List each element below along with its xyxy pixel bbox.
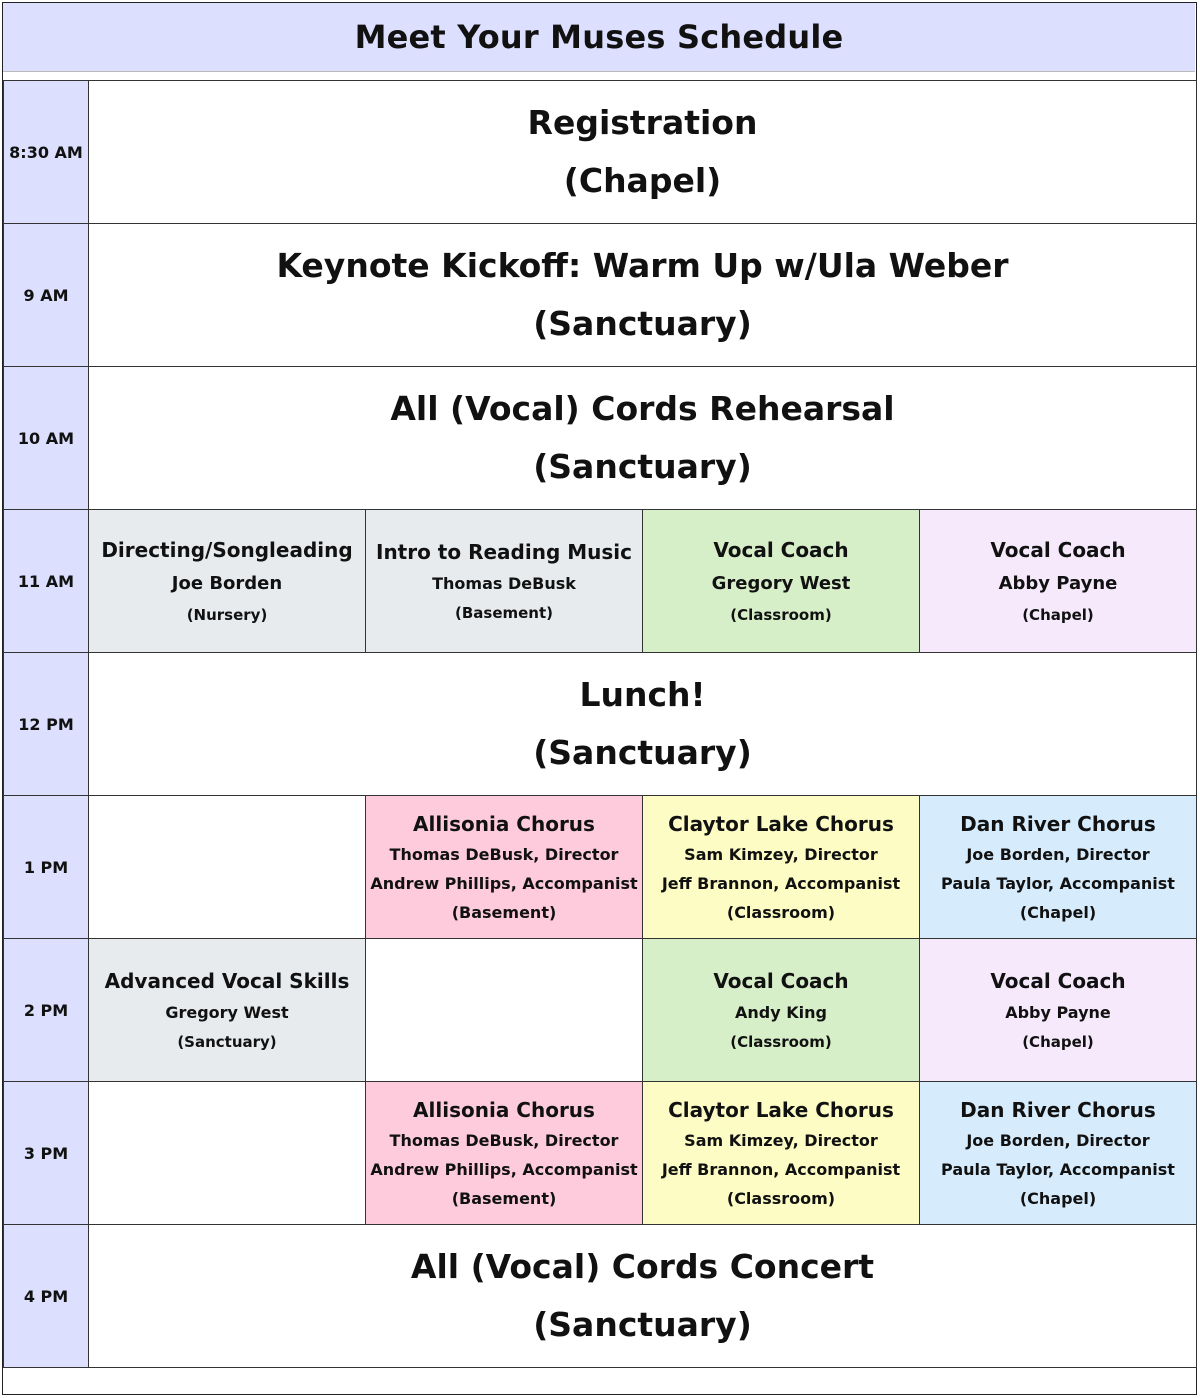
event-name: All (Vocal) Cords Rehearsal [390, 389, 895, 428]
session-vocal-coach-payne [920, 510, 1197, 653]
chorus-room: (Chapel) [1019, 902, 1097, 922]
time-label: 2 PM [4, 939, 89, 1082]
schedule-table [3, 80, 1197, 1368]
time-label: 4 PM [4, 1225, 89, 1368]
session-title: Intro to Reading Music [376, 539, 632, 564]
session-room: (Classroom) [730, 605, 832, 624]
time-label: 8:30 AM [4, 81, 89, 224]
concert-block [89, 1225, 1197, 1368]
lunch-block [89, 653, 1197, 796]
session-title: Vocal Coach [713, 968, 849, 993]
schedule-row-830am [4, 81, 1197, 224]
session-vocal-coach-west [643, 510, 920, 653]
schedule-row-3pm [4, 1082, 1197, 1225]
event-name: Registration [527, 103, 758, 142]
chorus-title: Claytor Lake Chorus [668, 811, 894, 836]
session-room: (Nursery) [186, 605, 268, 624]
chorus-dan-river [920, 1082, 1197, 1225]
keynote-block [89, 224, 1197, 367]
chorus-room: (Chapel) [1019, 1188, 1097, 1208]
event-name: All (Vocal) Cords Concert [410, 1247, 875, 1286]
chorus-title: Allisonia Chorus [413, 1097, 595, 1122]
session-room: (Chapel) [1022, 1032, 1094, 1051]
chorus-title: Claytor Lake Chorus [668, 1097, 894, 1122]
event-room: (Sanctuary) [533, 447, 752, 486]
session-intro-reading [366, 510, 643, 653]
chorus-director: Sam Kimzey, Director [684, 1130, 878, 1150]
chorus-director: Thomas DeBusk, Director [389, 1130, 619, 1150]
event-room: (Chapel) [563, 161, 722, 200]
schedule-row-11am [4, 510, 1197, 653]
schedule-row-9am [4, 224, 1197, 367]
session-title: Vocal Coach [990, 968, 1126, 993]
session-room: (Chapel) [1022, 605, 1094, 624]
chorus-claytor-lake [643, 1082, 920, 1225]
session-title: Directing/Songleading [101, 537, 353, 562]
event-room: (Sanctuary) [533, 733, 752, 772]
session-person: Gregory West [165, 1002, 289, 1022]
chorus-room: (Basement) [451, 902, 557, 922]
session-advanced-vocal [89, 939, 366, 1082]
session-person: Abby Payne [1005, 1002, 1111, 1022]
time-label: 9 AM [4, 224, 89, 367]
session-room: (Sanctuary) [177, 1032, 277, 1051]
time-label: 10 AM [4, 367, 89, 510]
time-label: 12 PM [4, 653, 89, 796]
session-vocal-coach-payne [920, 939, 1197, 1082]
chorus-director: Joe Borden, Director [966, 1130, 1150, 1150]
event-name: Keynote Kickoff: Warm Up w/Ula Weber [276, 246, 1009, 285]
time-label: 1 PM [4, 796, 89, 939]
session-room: (Basement) [454, 603, 554, 622]
chorus-room: (Classroom) [726, 902, 836, 922]
session-person: Abby Payne [998, 572, 1118, 594]
session-directing [89, 510, 366, 653]
session-title: Vocal Coach [713, 537, 849, 562]
chorus-allisonia [366, 1082, 643, 1225]
session-person: Andy King [735, 1002, 827, 1022]
session-title: Vocal Coach [990, 537, 1126, 562]
chorus-dan-river [920, 796, 1197, 939]
chorus-title: Dan River Chorus [960, 1097, 1156, 1122]
event-room: (Sanctuary) [533, 304, 752, 343]
chorus-accompanist: Paula Taylor, Accompanist [941, 1159, 1175, 1179]
title-bar [3, 3, 1195, 72]
event-room: (Sanctuary) [533, 1305, 752, 1344]
session-person: Gregory West [711, 572, 851, 594]
chorus-director: Joe Borden, Director [966, 844, 1150, 864]
rehearsal-block [89, 367, 1197, 510]
schedule-row-1pm [4, 796, 1197, 939]
chorus-accompanist: Andrew Phillips, Accompanist [370, 1159, 638, 1179]
schedule-row-10am [4, 367, 1197, 510]
empty-cell [366, 939, 643, 1082]
session-vocal-coach-king [643, 939, 920, 1082]
chorus-claytor-lake [643, 796, 920, 939]
schedule-row-2pm [4, 939, 1197, 1082]
session-title: Advanced Vocal Skills [104, 968, 350, 993]
session-person: Thomas DeBusk [432, 573, 576, 593]
time-label: 11 AM [4, 510, 89, 653]
chorus-room: (Basement) [451, 1188, 557, 1208]
chorus-accompanist: Paula Taylor, Accompanist [941, 873, 1175, 893]
empty-cell [89, 796, 366, 939]
event-name: Lunch! [579, 675, 706, 714]
session-room: (Classroom) [730, 1032, 832, 1051]
empty-cell [89, 1082, 366, 1225]
chorus-accompanist: Andrew Phillips, Accompanist [370, 873, 638, 893]
chorus-room: (Classroom) [726, 1188, 836, 1208]
chorus-director: Sam Kimzey, Director [684, 844, 878, 864]
chorus-director: Thomas DeBusk, Director [389, 844, 619, 864]
time-label: 3 PM [4, 1082, 89, 1225]
schedule-row-12pm [4, 653, 1197, 796]
chorus-accompanist: Jeff Brannon, Accompanist [661, 1159, 901, 1179]
page-title: Meet Your Muses Schedule [354, 18, 844, 56]
chorus-accompanist: Jeff Brannon, Accompanist [661, 873, 901, 893]
schedule-row-4pm [4, 1225, 1197, 1368]
registration-block [89, 81, 1197, 224]
chorus-allisonia [366, 796, 643, 939]
chorus-title: Dan River Chorus [960, 811, 1156, 836]
session-person: Joe Borden [171, 572, 283, 594]
chorus-title: Allisonia Chorus [413, 811, 595, 836]
